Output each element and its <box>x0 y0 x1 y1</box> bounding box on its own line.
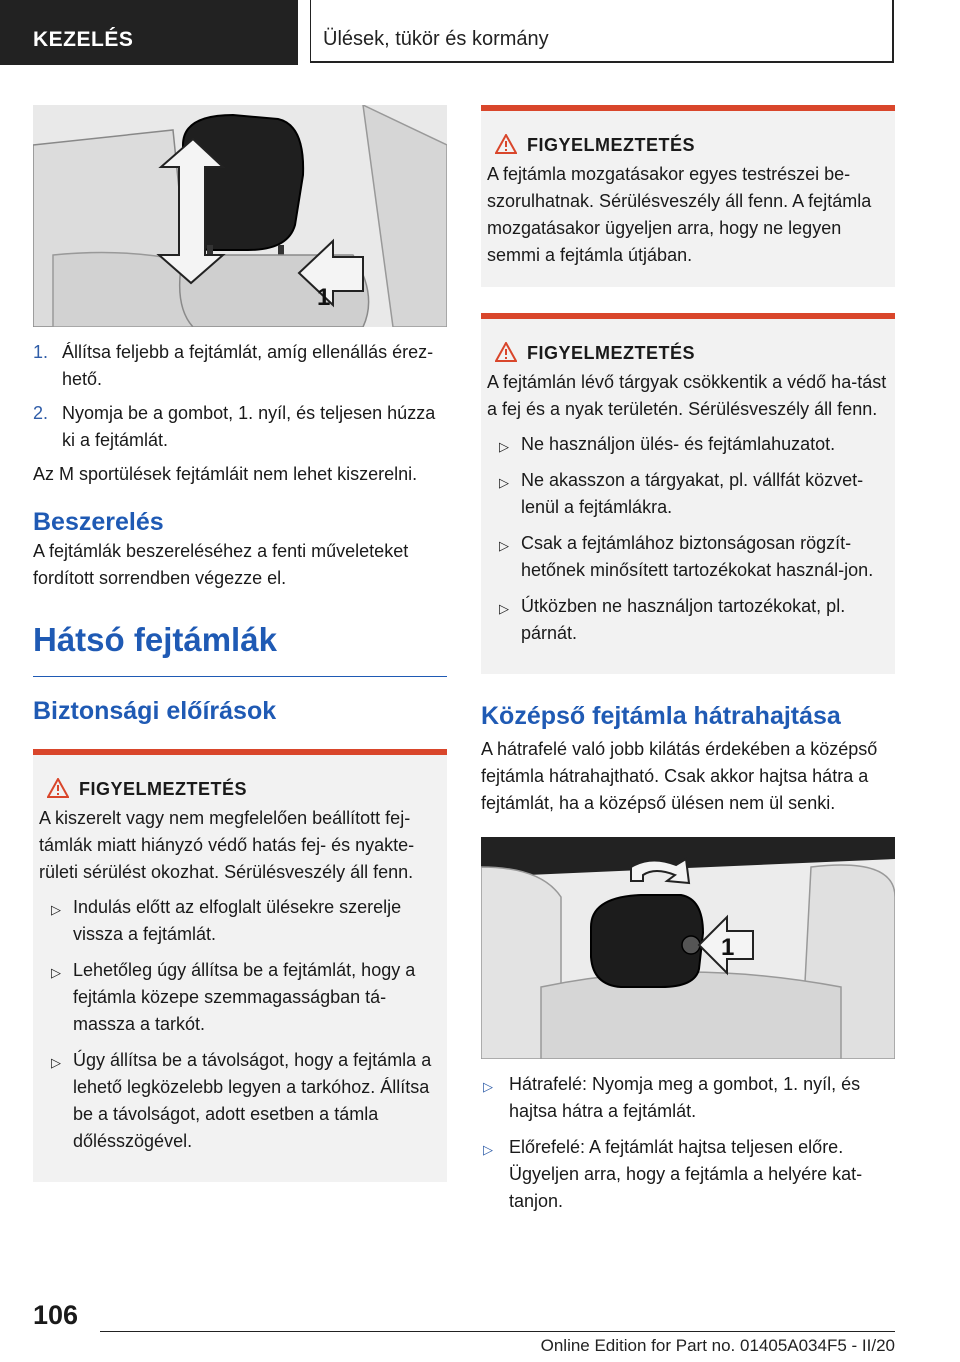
removal-steps <box>33 339 447 454</box>
list-item <box>39 1047 441 1155</box>
warning-triangle-icon <box>47 778 69 804</box>
bullet-text: Csak a fejtámlához biztonságosan rögzít-hetőnek minősített tartozékokat használ-jon. <box>521 533 874 580</box>
warning-triangle-icon <box>495 134 517 160</box>
list-item <box>481 1134 895 1215</box>
bullet-text: Ne használjon ülés- és fejtámlahuzatot. <box>521 434 836 454</box>
bullet-triangle-icon: ▷ <box>51 1055 61 1070</box>
bullet-text: Előrefelé: A fejtámlát hajtsa teljesen előre. Ügyeljen arra, hogy a fejtámla a helyére kat-tanjon. <box>509 1137 863 1211</box>
bullet-triangle-icon: ▷ <box>483 1079 493 1094</box>
bullet-triangle-icon: ▷ <box>499 439 509 454</box>
step-item <box>33 339 447 393</box>
list-item <box>487 593 889 647</box>
bullet-triangle-icon: ▷ <box>51 965 61 980</box>
warning-title-text: FIGYELMEZTETÉS <box>527 343 696 363</box>
bullet-triangle-icon: ▷ <box>51 902 61 917</box>
bullet-text: Lehetőleg úgy állítsa be a fejtámlát, hogy a fejtámla közepe szemmagasságban tá-massza a tarkót. <box>73 960 416 1034</box>
list-item <box>39 957 441 1038</box>
edition-text: Online Edition for Part no. 01405A034F5 - II/20 <box>540 1336 895 1355</box>
bullet-triangle-icon: ▷ <box>499 601 509 616</box>
warning-title-text: FIGYELMEZTETÉS <box>79 779 248 799</box>
warning-title <box>39 777 441 801</box>
bullet-text: Indulás előtt az elfoglalt ülésekre szerelje vissza a fejtámlát. <box>73 897 402 944</box>
warning-text: A kiszerelt vagy nem megfelelően beállított fej-támlák miatt hiányzó védő hatás fej- és nyakte-rületi sérülést okozhat. Sérülésveszély áll fenn. <box>39 808 415 882</box>
warning-text: A fejtámlán lévő tárgyak csökkentik a védő ha-tást a fej és a nyak területén. Sérülésveszély áll fenn. <box>487 372 887 419</box>
headrest-adjust-illustration <box>33 105 447 327</box>
warning-box <box>33 749 447 1182</box>
step-text: Állítsa feljebb a fejtámlát, amíg ellenállás érez-hető. <box>62 342 434 389</box>
step-item <box>33 400 447 454</box>
right-column <box>481 105 895 1224</box>
warning-box <box>481 313 895 674</box>
bullet-triangle-icon: ▷ <box>499 538 509 553</box>
middle-headrest-text: A hátrafelé való jobb kilátás érdekében a középső fejtámla hátrahajtható. Csak akkor hajtsa hátra a fejtámlát, ha a középső ülésen nem ül senki. <box>481 739 878 813</box>
figure-callout-1: 1 <box>721 934 735 961</box>
page-header-title: Ülések, tükör és kormány <box>310 0 894 63</box>
figure-callout-1: 1 <box>317 284 331 311</box>
left-column <box>33 105 447 1182</box>
bullet-text: Hátrafelé: Nyomja meg a gombot, 1. nyíl, és hajtsa hátra a fejtámlát. <box>509 1074 861 1121</box>
list-item <box>487 431 889 458</box>
middle-headrest-heading: Középső fejtámla hátrahajtása <box>481 702 841 730</box>
warning-box <box>481 105 895 287</box>
front-headrest-figure <box>33 105 447 327</box>
install-heading: Beszerelés <box>33 508 164 536</box>
safety-heading: Biztonsági előírások <box>33 697 277 725</box>
m-sport-note: Az M sportülések fejtámláit nem lehet kiszerelni. <box>33 464 418 484</box>
list-item <box>487 530 889 584</box>
warning-text: A fejtámla mozgatásakor egyes testrészei be-szorulhatnak. Sérülésveszély áll fenn. A fejtámla mozgatásakor ügyeljen arra, hogy ne legyen semmi a fejtámla útjában. <box>487 164 872 265</box>
step-number: 1. <box>33 342 49 362</box>
footer-divider <box>100 1331 895 1332</box>
bullet-text: Úgy állítsa be a távolságot, hogy a fejtámla a lehető legközelebb legyen a tarkóhoz. Állítsa be a távolságot, adott esetben a támla dőlésszögével. <box>73 1050 432 1151</box>
bullet-text: Útközben ne használjon tartozékokat, pl. párnát. <box>521 596 846 643</box>
section-tab: KEZELÉS <box>0 0 298 65</box>
warning-bullets <box>487 431 889 647</box>
warning-triangle-icon <box>495 342 517 368</box>
step-number: 2. <box>33 403 49 423</box>
warning-title <box>487 133 889 157</box>
install-text: A fejtámlák beszereléséhez a fenti műveleteket fordított sorrendben végezze el. <box>33 541 409 588</box>
list-item <box>481 1071 895 1125</box>
headrest-fold-illustration <box>481 837 895 1059</box>
bullet-triangle-icon: ▷ <box>483 1142 493 1157</box>
fold-instructions <box>481 1071 895 1215</box>
list-item <box>39 894 441 948</box>
warning-bullets <box>39 894 441 1155</box>
bullet-triangle-icon: ▷ <box>499 475 509 490</box>
chapter-title: Hátsó fejtámlák <box>33 618 447 677</box>
warning-title <box>487 341 889 365</box>
warning-title-text: FIGYELMEZTETÉS <box>527 135 696 155</box>
step-text: Nyomja be a gombot, 1. nyíl, és teljesen húzza ki a fejtámlát. <box>62 403 436 450</box>
list-item <box>487 467 889 521</box>
middle-headrest-figure <box>481 837 895 1059</box>
page-number: 106 <box>33 1300 79 1330</box>
bullet-text: Ne akasszon a tárgyakat, pl. vállfát közvet-lenül a fejtámlákra. <box>521 470 864 517</box>
